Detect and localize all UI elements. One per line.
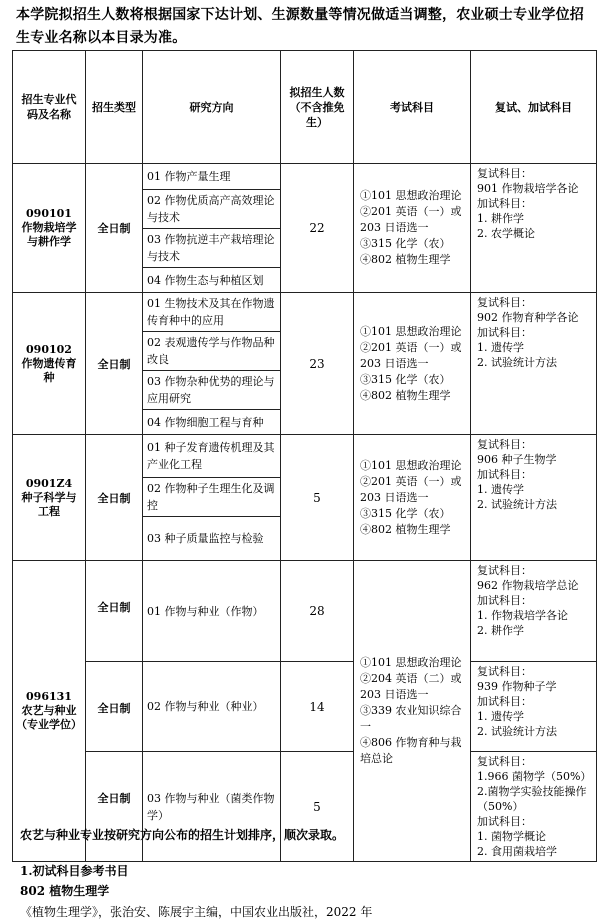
major-code: 090102	[26, 342, 72, 356]
reference-book: 《植物生理学》，张治安、陈展宇主编，中国农业出版社，2022 年	[20, 905, 373, 919]
intro-text: 本学院拟招生人数将根据国家下达计划、生源数量等情况做适当调整，农业硕士专业学位招生专业名称以本目录为准。	[16, 7, 584, 46]
major-name: 作物栽培学与耕作学	[21, 221, 77, 248]
retest-subjects-line: 1.966 菌物学（50%）	[477, 770, 592, 783]
retest-subjects-line: 962 作物栽培学总论	[477, 579, 579, 592]
admission-table	[12, 50, 597, 862]
header-code: 招生专业代码及名称	[13, 51, 86, 164]
major-code: 096131	[26, 690, 72, 703]
exam-subjects-line: ①101 思想政治理论	[360, 656, 462, 669]
exam-subjects-line: ①101 思想政治理论	[360, 189, 462, 202]
retest-subjects-line: 2. 耕作学	[477, 624, 524, 637]
study-type: 全日制	[86, 662, 143, 752]
research-direction: 04 作物生态与种植区划	[143, 268, 281, 293]
exam-subjects-line: ③315 化学（农）	[360, 372, 451, 386]
table-row	[13, 293, 597, 332]
retest-subjects-line: 1. 菌物学概论	[477, 830, 546, 843]
research-direction: 03 种子质量监控与检验	[143, 517, 281, 561]
research-direction: 01 作物产量生理	[143, 164, 281, 190]
header-quota: 拟招生人数（不含推免生）	[281, 51, 354, 164]
research-direction: 01 作物与种业（作物）	[143, 561, 281, 662]
header-type: 招生类型	[86, 51, 143, 164]
exam-subjects-line: ③339 农业知识综合一	[360, 704, 462, 733]
major-name: 作物遗传育种	[21, 356, 77, 384]
exam-subjects-line: ④802 植物生理学	[360, 522, 451, 536]
retest-subjects-line: 复试科目：	[477, 564, 532, 577]
retest-subjects-line: 1. 遗传学	[477, 483, 524, 496]
retest-subjects-line: 2. 试验统计方法	[477, 498, 557, 511]
quota-number: 23	[281, 293, 354, 435]
retest-subjects-line: 加试科目：	[477, 594, 532, 607]
quota-number: 5	[281, 435, 354, 561]
research-direction: 02 作物优质高产高效理论与技术	[143, 190, 281, 229]
retest-subjects-line: 2. 试验统计方法	[477, 356, 557, 369]
research-direction: 04 作物细胞工程与育种	[143, 410, 281, 435]
admission-note: 农艺与种业专业按研究方向公布的招生计划排序，顺次录取。	[20, 828, 345, 842]
research-direction: 03 作物与种业（菌类作物学）	[143, 752, 281, 862]
major-code-cell	[13, 561, 86, 862]
table-row	[13, 435, 597, 478]
retest-subjects-line: 加试科目：	[477, 468, 532, 481]
retest-subjects-line: 加试科目：	[477, 695, 532, 708]
retest-subjects-line: 1. 遗传学	[477, 710, 524, 723]
study-type: 全日制	[86, 752, 143, 862]
table-row	[13, 662, 597, 752]
major-code: 0901Z4	[25, 476, 73, 490]
exam-subjects-line: ④802 植物生理学	[360, 253, 451, 266]
study-type: 全日制	[86, 293, 143, 435]
exam-subjects	[354, 435, 471, 561]
exam-subjects-line: ④802 植物生理学	[360, 388, 451, 402]
research-direction: 02 表观遗传学与作物品种改良	[143, 332, 281, 371]
retest-subjects	[471, 293, 597, 435]
exam-subjects-line: ①101 思想政治理论	[360, 324, 462, 338]
quota-number: 14	[281, 662, 354, 752]
table-row	[13, 164, 597, 190]
quota-number: 22	[281, 164, 354, 293]
exam-subjects-line: ②201 英语（一）或 203 日语选一	[360, 205, 462, 234]
research-direction: 02 作物与种业（种业）	[143, 662, 281, 752]
retest-subjects-line: 复试科目：	[477, 296, 532, 309]
retest-subjects-line: 复试科目：	[477, 665, 532, 678]
table-header-row	[13, 51, 597, 164]
exam-subjects	[354, 164, 471, 293]
exam-subjects-line: ②204 英语（二）或 203 日语选一	[360, 672, 462, 701]
header-retest: 复试、加试科目	[471, 51, 597, 164]
reference-subject: 802 植物生理学	[20, 884, 110, 898]
header-direction: 研究方向	[143, 51, 281, 164]
retest-subjects-line: 2. 试验统计方法	[477, 725, 557, 738]
quota-number: 28	[281, 561, 354, 662]
header-exam: 考试科目	[354, 51, 471, 164]
study-type: 全日制	[86, 561, 143, 662]
exam-subjects-line: ②201 英语（一）或 203 日语选一	[360, 340, 462, 370]
major-code-cell	[13, 435, 86, 561]
exam-subjects-line: ③315 化学（农）	[360, 237, 451, 250]
research-direction: 03 作物杂种优势的理论与应用研究	[143, 371, 281, 410]
table-row	[13, 752, 597, 862]
study-type: 全日制	[86, 435, 143, 561]
reference-title: 1.初试科目参考书目	[20, 864, 129, 878]
exam-subjects-line: ④806 作物育种与栽培总论	[360, 736, 462, 765]
retest-subjects	[471, 561, 597, 662]
study-type: 全日制	[86, 164, 143, 293]
retest-subjects	[471, 662, 597, 752]
exam-subjects-line: ②201 英语（一）或 203 日语选一	[360, 474, 462, 504]
quota-number: 5	[281, 752, 354, 862]
retest-subjects-line: 复试科目：	[477, 755, 532, 768]
retest-subjects-line: 复试科目：	[477, 438, 532, 451]
retest-subjects-line: 1. 遗传学	[477, 341, 524, 354]
research-direction: 01 生物技术及其在作物遗传育种中的应用	[143, 293, 281, 332]
research-direction: 02 作物种子生理生化及调控	[143, 478, 281, 517]
exam-subjects	[354, 561, 471, 862]
research-direction: 01 种子发育遗传机理及其产业化工程	[143, 435, 281, 478]
retest-subjects-line: 1. 耕作学	[477, 212, 524, 225]
retest-subjects-line: 906 种子生物学	[477, 453, 557, 466]
retest-subjects-line: 2. 食用菌栽培学	[477, 845, 557, 858]
retest-subjects-line: 加试科目：	[477, 326, 532, 339]
retest-subjects-line: 2.菌物学实验技能操作（50%）	[477, 785, 587, 813]
retest-subjects-line: 1. 作物栽培学各论	[477, 609, 568, 622]
retest-subjects-line: 加试科目：	[477, 197, 532, 210]
retest-subjects-line: 939 作物种子学	[477, 680, 557, 693]
major-code: 090101	[26, 207, 72, 220]
exam-subjects-line: ①101 思想政治理论	[360, 458, 462, 472]
research-direction: 03 作物抗逆丰产栽培理论与技术	[143, 229, 281, 268]
exam-subjects	[354, 293, 471, 435]
retest-subjects	[471, 752, 597, 862]
major-name: 农艺与种业（专业学位）	[16, 704, 82, 731]
retest-subjects-line: 902 作物育种学各论	[477, 311, 579, 324]
retest-subjects-line: 复试科目：	[477, 167, 532, 180]
major-code-cell	[13, 164, 86, 293]
retest-subjects-line: 加试科目：	[477, 815, 532, 828]
retest-subjects	[471, 164, 597, 293]
major-name: 种子科学与工程	[21, 490, 77, 518]
retest-subjects	[471, 435, 597, 561]
retest-subjects-line: 901 作物栽培学各论	[477, 182, 579, 195]
table-row	[13, 561, 597, 662]
major-code-cell	[13, 293, 86, 435]
retest-subjects-line: 2. 农学概论	[477, 227, 535, 240]
exam-subjects-line: ③315 化学（农）	[360, 506, 451, 520]
